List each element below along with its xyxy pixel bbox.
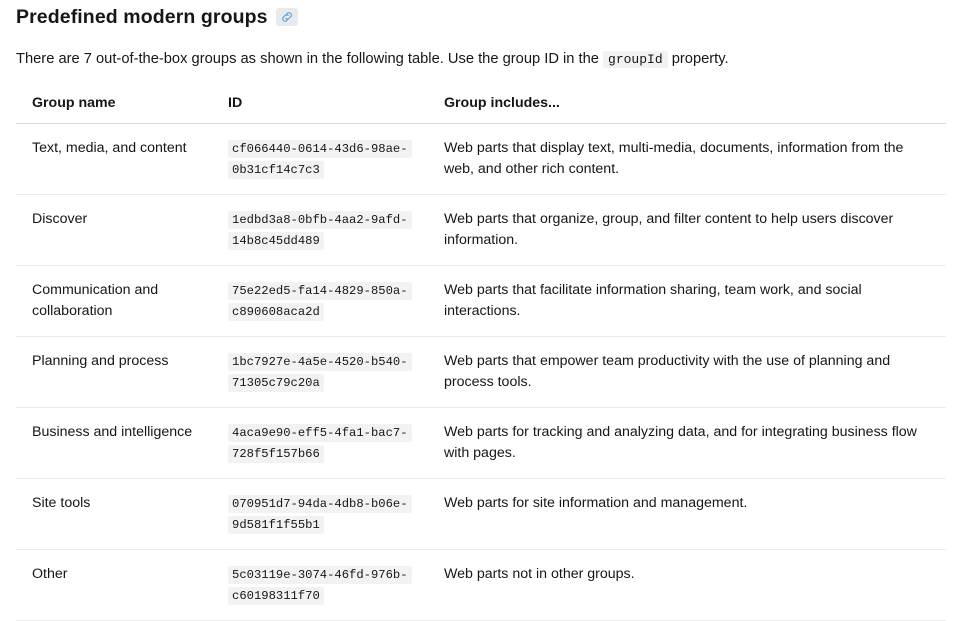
group-id-cell [212,195,428,266]
table-row [16,337,946,408]
group-name-cell: Business and intelligence [16,408,212,479]
group-description-cell: Web parts that facilitate information sharing, team work, and social interactions. [428,266,946,337]
group-name-cell: Discover [16,195,212,266]
table-row [16,266,946,337]
heading-row [16,0,946,30]
predefined-groups-table [16,91,946,621]
group-id-code: cf066440-0614-43d6-98ae-0b31cf14c7c3 [228,140,412,179]
group-name-cell: Planning and process [16,337,212,408]
group-id-cell [212,408,428,479]
group-name-cell: Communication and collaboration [16,266,212,337]
group-id-code: 1edbd3a8-0bfb-4aa2-9afd-14b8c45dd489 [228,211,412,250]
group-id-code: 4aca9e90-eff5-4fa1-bac7-728f5f157b66 [228,424,412,463]
table-header-row [16,91,946,124]
group-description-cell: Web parts that empower team productivity with the use of planning and process tools. [428,337,946,408]
table-row [16,550,946,621]
group-description-cell: Web parts not in other groups. [428,550,946,621]
table-row [16,124,946,195]
group-id-cell [212,550,428,621]
group-name-cell: Other [16,550,212,621]
group-description-cell: Web parts that organize, group, and filter content to help users discover information. [428,195,946,266]
column-header-group-includes: Group includes... [428,91,946,124]
table-row [16,195,946,266]
group-description-cell: Web parts for site information and management. [428,479,946,550]
group-description-cell: Web parts that display text, multi-media, documents, information from the web, and other rich content. [428,124,946,195]
intro-paragraph [16,48,946,71]
group-description-cell: Web parts for tracking and analyzing data, and for integrating business flow with pages. [428,408,946,479]
group-id-cell [212,479,428,550]
column-header-id: ID [212,91,428,124]
group-id-code: 1bc7927e-4a5e-4520-b540-71305c79c20a [228,353,412,392]
table-row [16,408,946,479]
table-row [16,479,946,550]
group-id-code: 5c03119e-3074-46fd-976b-c60198311f70 [228,566,412,605]
group-id-cell [212,337,428,408]
table-body [16,124,946,621]
group-id-cell [212,266,428,337]
group-id-code: 070951d7-94da-4db8-b06e-9d581f1f55b1 [228,495,412,534]
intro-text-after: property. [667,51,729,67]
intro-text-before: There are 7 out-of-the-box groups as shown in the following table. Use the group ID in the [16,51,604,67]
column-header-group-name: Group name [16,91,212,124]
group-name-cell: Site tools [16,479,212,550]
group-id-cell [212,124,428,195]
group-name-cell: Text, media, and content [16,124,212,195]
link-icon[interactable] [276,8,298,26]
page-title: Predefined modern groups [16,6,268,28]
table-header [16,91,946,124]
group-id-code: 75e22ed5-fa14-4829-850a-c890608aca2d [228,282,412,321]
groupid-code: groupId [603,51,668,68]
